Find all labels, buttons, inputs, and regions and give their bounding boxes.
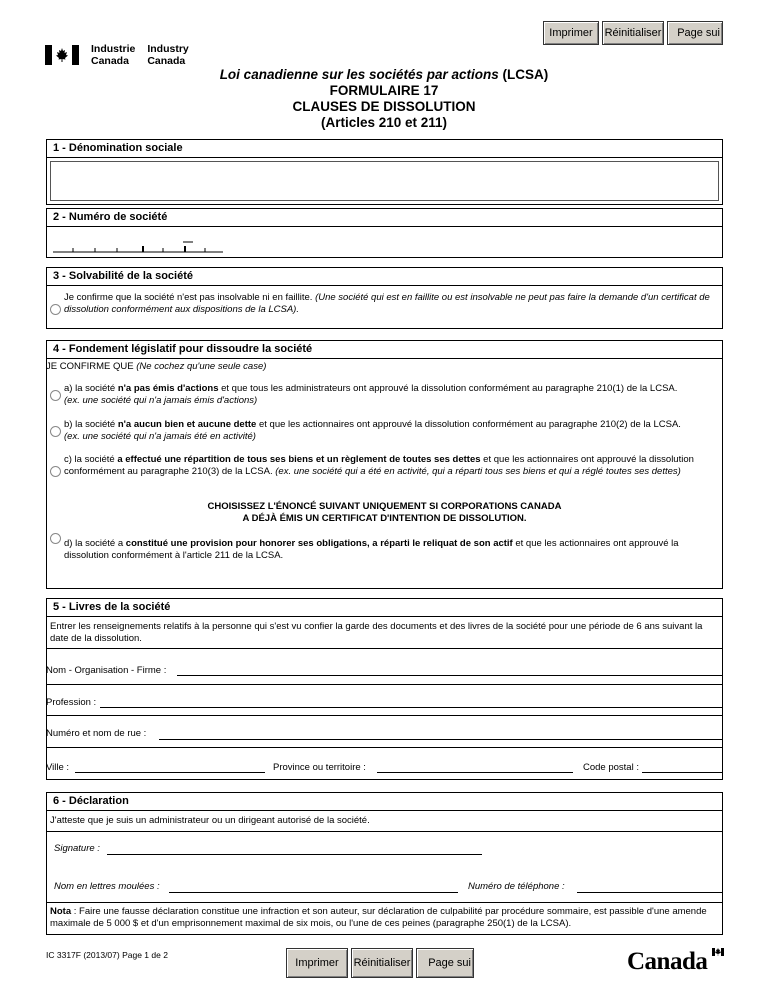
logo-en-line2: Canada — [147, 55, 186, 67]
option-c-radio[interactable] — [50, 466, 61, 477]
logo-en-line1: Industry — [147, 43, 189, 55]
records-profession-input[interactable] — [100, 707, 722, 708]
canada-flag-icon — [45, 45, 79, 65]
records-name-label: Nom - Organisation - Firme : — [46, 665, 167, 676]
legal-basis-intro: JE CONFIRME QUE — [46, 361, 134, 372]
title-articles: (Articles 210 et 211) — [320, 115, 448, 130]
solvency-note: (Une société qui est en faillite ou est insolvable ne peut pas faire la demande d'un certificat de dissolution conformément aux dispositions de la LCSA). — [64, 292, 710, 315]
corporate-name-input[interactable] — [50, 161, 719, 201]
records-street-label: Numéro et nom de rue : — [46, 728, 147, 739]
option-d-notice: CHOISISSEZ L'ÉNONCÉ SUIVANT UNIQUEMENT SI CORPORATIONS CANADA A DÉJÀ ÉMIS UN CERTIFICAT D'INTENTION DE DISSOLUTION. — [207, 501, 562, 524]
option-d-text: d) la société a constitué une provision pour honorer ses obligations, a réparti le reliquat de son actif et que les actionnaires ont approuvé la dissolution conformément à l'article 211 de la LCSA. — [64, 538, 679, 561]
declaration-attest: J'atteste que je suis un administrateur ou un dirigeant autorisé de la société. — [50, 815, 370, 826]
logo-fr-line1: Industrie — [91, 43, 136, 55]
printed-name-label: Nom en lettres moulées : — [54, 881, 160, 892]
legal-basis-intro-note: (Ne cochez qu'une seule case) — [136, 361, 267, 372]
records-postal-label: Code postal : — [583, 762, 639, 773]
form-title — [0, 67, 768, 131]
option-d-radio[interactable] — [50, 533, 61, 544]
records-city-input[interactable] — [75, 772, 265, 773]
section-corporate-name — [46, 139, 723, 205]
section-solvency — [46, 267, 723, 329]
section-corporate-records — [46, 598, 723, 780]
records-profession-label: Profession : — [46, 697, 97, 708]
records-name-input[interactable] — [177, 675, 722, 676]
section6-heading: 6 - Déclaration — [47, 793, 722, 811]
section-corporation-number — [46, 208, 723, 258]
title-form-name: CLAUSES DE DISSOLUTION — [292, 99, 476, 114]
reset-button-bottom[interactable]: Réinitialiser — [351, 948, 413, 978]
title-form-number: FORMULAIRE 17 — [329, 83, 439, 98]
canada-wordmark-text: Canada — [627, 948, 708, 975]
section5-heading: 5 - Livres de la société — [47, 599, 722, 617]
next-page-button-bottom[interactable]: Page sui — [416, 948, 474, 978]
option-a-text: a) la société n'a pas émis d'actions et que tous les administrateurs ont approuvé la dissolution conformément au paragraphe 210(1) de la LCSA. (ex. une société qui n'a jamais émis d'actions) — [64, 383, 678, 406]
solvency-radio[interactable] — [50, 304, 61, 315]
phone-input[interactable] — [577, 892, 723, 893]
section-legal-basis — [46, 340, 723, 589]
records-street-input[interactable] — [159, 739, 722, 740]
corporation-number-input[interactable] — [53, 239, 223, 253]
section-declaration — [46, 792, 723, 935]
records-city-label: Ville : — [46, 762, 70, 773]
section3-heading: 3 - Solvabilité de la société — [47, 268, 722, 286]
print-button-bottom[interactable]: Imprimer — [286, 948, 348, 978]
signature-input[interactable] — [107, 854, 482, 855]
section2-heading: 2 - Numéro de société — [47, 209, 722, 227]
print-button-top[interactable]: Imprimer — [543, 21, 599, 45]
records-postal-input[interactable] — [642, 772, 722, 773]
industry-canada-logo — [45, 43, 201, 67]
records-intro: Entrer les renseignements relatifs à la personne qui s'est vu confier la garde des documents et des livres de la société pour une période de 6 ans suivant la date de la dissolution. — [50, 621, 703, 644]
title-act-name: Loi canadienne sur les sociétés par actions — [219, 67, 499, 82]
printed-name-input[interactable] — [169, 892, 458, 893]
option-c-text: c) la société a effectué une répartition de tous ses biens et un règlement de toutes ses dettes et que les actionnaires ont approuvé la dissolution conformément au paragraphe 210(3) de la LCSA. (ex. une société qui a été en activité, qui a réparti tous ses biens et qui a réglé toutes ses dettes) — [64, 454, 694, 477]
title-act-abbr: (LCSA) — [498, 67, 549, 82]
phone-label: Numéro de téléphone : — [468, 881, 565, 892]
next-page-button-top[interactable]: Page sui — [667, 21, 723, 45]
canada-wordmark — [627, 948, 727, 976]
signature-label: Signature : — [54, 843, 100, 854]
reset-button-top[interactable]: Réinitialiser — [602, 21, 664, 45]
records-province-input[interactable] — [377, 772, 573, 773]
option-b-text: b) la société n'a aucun bien et aucune dette et que les actionnaires ont approuvé la dissolution conformément au paragraphe 210(2) de la LCSA. (ex. une société qui n'a jamais été en activité) — [64, 419, 681, 442]
section4-heading: 4 - Fondement législatif pour dissoudre la société — [47, 341, 722, 359]
logo-fr-line2: Canada — [91, 55, 129, 67]
solvency-text: Je confirme que la société n'est pas insolvable ni en faillite. — [64, 292, 313, 303]
option-a-radio[interactable] — [50, 390, 61, 401]
records-province-label: Province ou territoire : — [273, 762, 366, 773]
wordmark-flag-icon — [712, 946, 724, 958]
section1-heading: 1 - Dénomination sociale — [47, 140, 722, 158]
form-id: IC 3317F (2013/07) Page 1 de 2 — [46, 950, 168, 960]
option-b-radio[interactable] — [50, 426, 61, 437]
declaration-note: Nota : Faire une fausse déclaration constitue une infraction et son auteur, sur déclaration de culpabilité par procédure sommaire, est passible d'une amende maximale de 5 000 $ et d'un emprisonnement maximal de six mois, ou l'une de ces peines (paragraphe 250(1) de la LCSA). — [50, 906, 707, 929]
